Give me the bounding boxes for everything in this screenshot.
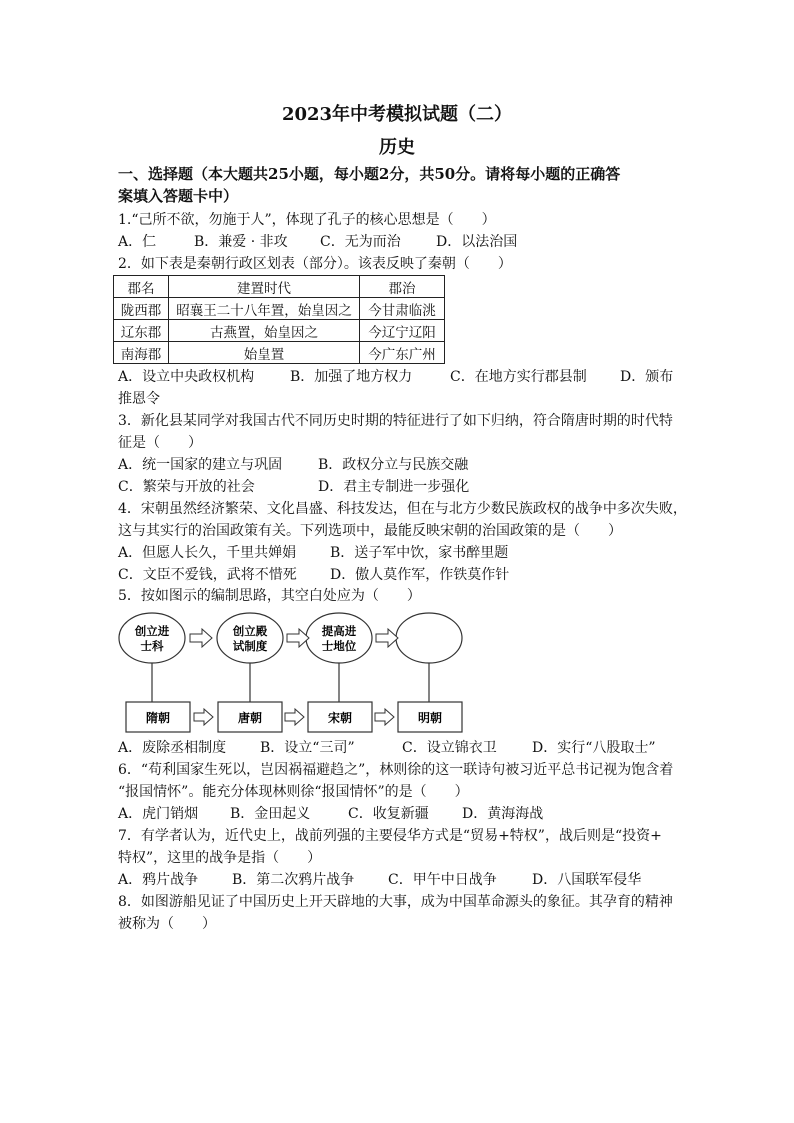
- q6-option-d[interactable]: D．黄海海战: [462, 806, 544, 822]
- q8-stem-line1: 8．如图游船见证了中国历史上开天辟地的大事，成为中国革命源头的象征。其孕育的精神: [118, 894, 673, 910]
- q6-option-a[interactable]: A．虎门销烟: [118, 806, 199, 822]
- table-cell: 始皇置: [169, 342, 360, 364]
- table-row: [114, 320, 445, 342]
- table-cell: 今甘肃临洮: [360, 298, 445, 320]
- q4-option-b[interactable]: B．送子军中饮，家书醉里题: [330, 545, 509, 561]
- ellipse-node: [217, 613, 283, 663]
- q5-option-b[interactable]: B．设立“三司”: [260, 740, 355, 756]
- ellipse-node: [306, 613, 372, 663]
- q4-stem-line2: 这与其实行的治国政策有关。下列选项中，最能反映宋朝的治国政策的是（ ）: [118, 523, 622, 539]
- node-label: 创立进: [134, 624, 170, 638]
- dynasty-label: 唐朝: [237, 711, 263, 725]
- q1-option-d[interactable]: D．以法治国: [436, 234, 518, 250]
- q6-stem-line2: “报国情怀”。能充分体现林则徐“报国情怀”的是（ ）: [118, 784, 469, 800]
- q3-option-b[interactable]: B．政权分立与民族交融: [318, 457, 469, 473]
- ellipse-node: [119, 613, 185, 663]
- q8-stem-line2: 被称为（ ）: [118, 916, 216, 932]
- q6-stem-line1: 6．“苟利国家生死以，岂因祸福避趋之”，林则徐的这一联诗句被习近平总书记视为饱含着: [118, 762, 674, 778]
- imperial-exam-flow-diagram: [118, 608, 470, 734]
- table-cell: 陇西郡: [114, 298, 169, 320]
- q3-stem-line1: 3．新化县某同学对我国古代不同历史时期的特征进行了如下归纳，符合隋唐时期的时代特: [118, 413, 673, 429]
- table-cell: 辽东郡: [114, 320, 169, 342]
- q6-options: [118, 804, 698, 824]
- q5-options: [118, 738, 698, 758]
- q2-option-a[interactable]: A．设立中央政权机构: [118, 369, 255, 385]
- q2-option-b[interactable]: B．加强了地方权力: [290, 369, 413, 385]
- q7-option-c[interactable]: C．甲午中日战争: [388, 872, 497, 888]
- node-label: 提高进: [321, 624, 357, 638]
- node-label: 士科: [140, 639, 164, 653]
- table-header-cell: 郡名: [114, 276, 169, 298]
- subject-title: 历史: [379, 137, 415, 158]
- q7-stem-line2: 特权”，这里的战争是指（ ）: [118, 850, 322, 866]
- table-cell: 今辽宁辽阳: [360, 320, 445, 342]
- table-row: [114, 342, 445, 364]
- q1-option-b[interactable]: B．兼爱 · 非攻: [194, 234, 288, 250]
- q3-option-d[interactable]: D．君主专制进一步强化: [318, 479, 470, 495]
- section-heading-line1: 一、选择题（本大题共25小题，每小题2分，共50分。请将每小题的正确答: [118, 165, 621, 183]
- q4-option-c[interactable]: C．文臣不爱钱，武将不惜死: [118, 567, 297, 583]
- dynasty-label: 宋朝: [327, 711, 353, 725]
- q6-option-c[interactable]: C．收复新疆: [348, 806, 429, 822]
- q2-options: [118, 367, 698, 387]
- table-cell: 古燕置，始皇因之: [169, 320, 360, 342]
- table-header-cell: 郡治: [360, 276, 445, 298]
- q7-options: [118, 870, 698, 890]
- exam-title: 2023年中考模拟试题（二）: [281, 104, 513, 125]
- node-label: 试制度: [232, 639, 268, 653]
- q4-option-d[interactable]: D．傲人莫作军，作铁莫作针: [330, 567, 510, 583]
- q7-option-a[interactable]: A．鸦片战争: [118, 872, 199, 888]
- q1-options: [118, 232, 698, 252]
- q5-option-a[interactable]: A．废除丞相制度: [118, 740, 227, 756]
- q3-options-row1: [118, 455, 698, 475]
- table-cell: 今广东广州: [360, 342, 445, 364]
- blank-answer-node: [396, 613, 462, 663]
- section-heading-line2: 案填入答题卡中）: [118, 187, 239, 205]
- table-header-cell: 建置时代: [169, 276, 360, 298]
- table-row: [114, 298, 445, 320]
- q5-stem: 5．按如图示的编制思路，其空白处应为（ ）: [118, 588, 421, 604]
- q5-option-c[interactable]: C．设立锦衣卫: [402, 740, 497, 756]
- node-label: 士地位: [321, 639, 357, 653]
- q2-option-d[interactable]: D．颁布: [620, 369, 674, 385]
- q3-options-row2: [118, 477, 698, 497]
- q4-options-row2: [118, 565, 698, 585]
- dynasty-label: 隋朝: [145, 711, 171, 725]
- connector-lines: [152, 663, 429, 702]
- q1-stem: 1.“己所不欲，勿施于人”，体现了孔子的核心思想是（ ）: [118, 212, 496, 228]
- table-cell: 昭襄王二十八年置，始皇因之: [169, 298, 360, 320]
- qin-commandery-table: [113, 275, 445, 364]
- q4-options-row1: [118, 543, 698, 563]
- q5-option-d[interactable]: D．实行“八股取士”: [532, 740, 656, 756]
- node-label: 创立殿: [232, 624, 268, 638]
- table-header-row: [114, 276, 445, 298]
- q2-stem: 2．如下表是秦朝行政区划表（部分）。该表反映了秦朝（ ）: [118, 256, 512, 272]
- q7-stem-line1: 7．有学者认为，近代史上，战前列强的主要侵华方式是“贸易+特权”，战后则是“投资+: [118, 828, 662, 844]
- q1-option-a[interactable]: A．仁: [118, 234, 157, 250]
- q4-option-a[interactable]: A．但愿人长久，千里共婵娟: [118, 545, 297, 561]
- q6-option-b[interactable]: B．金田起义: [230, 806, 311, 822]
- q4-stem-line1: 4．宋朝虽然经济繁荣、文化昌盛、科技发达，但在与北方少数民族政权的战争中多次失败，: [118, 501, 687, 517]
- q3-option-c[interactable]: C．繁荣与开放的社会: [118, 479, 255, 495]
- q2-option-d-continuation: 推恩令: [118, 391, 160, 407]
- q1-option-c[interactable]: C．无为而治: [320, 234, 401, 250]
- q7-option-d[interactable]: D．八国联军侵华: [532, 872, 642, 888]
- q3-option-a[interactable]: A．统一国家的建立与巩固: [118, 457, 283, 473]
- q2-option-c[interactable]: C．在地方实行郡县制: [450, 369, 587, 385]
- dynasty-label: 明朝: [417, 711, 443, 725]
- q7-option-b[interactable]: B．第二次鸦片战争: [232, 872, 355, 888]
- q3-stem-line2: 征是（ ）: [118, 435, 202, 451]
- table-cell: 南海郡: [114, 342, 169, 364]
